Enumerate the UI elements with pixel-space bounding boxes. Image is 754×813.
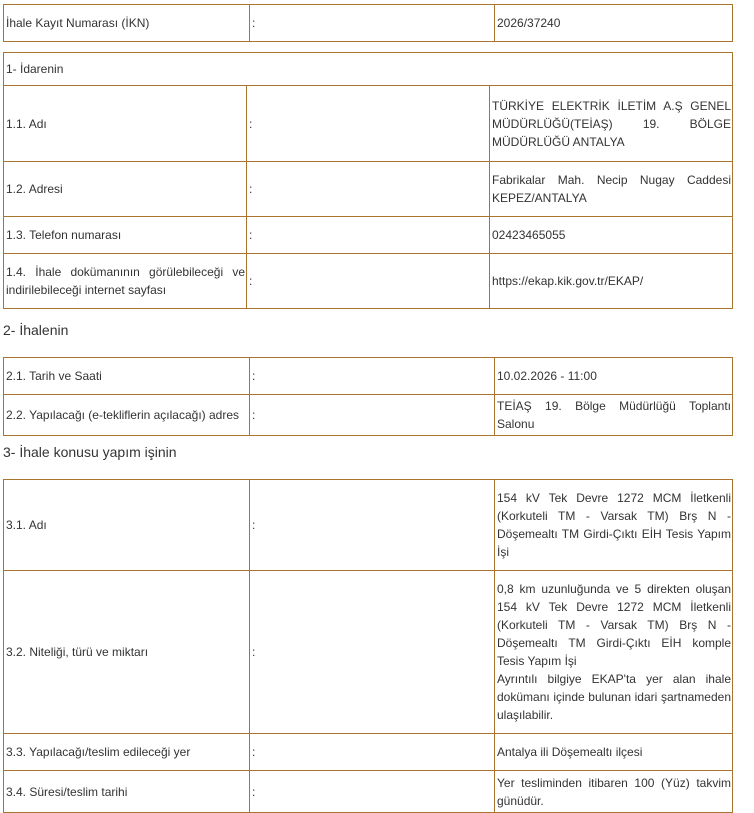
idare-name-separator: : <box>247 86 490 162</box>
table-row <box>4 358 733 395</box>
table-row <box>4 217 733 254</box>
ihale-address-separator: : <box>250 395 495 436</box>
konu-table <box>3 479 733 813</box>
konu-duration-label: 3.4. Süresi/teslim tarihi <box>4 771 250 813</box>
ikn-table <box>3 4 733 42</box>
idare-website-separator: : <box>247 254 490 309</box>
ikn-row <box>4 5 733 42</box>
konu-name-separator: : <box>250 480 495 571</box>
konu-place-value: Antalya ili Döşemealtı ilçesi <box>495 734 733 771</box>
idare-address-label: 1.2. Adresi <box>4 162 247 217</box>
table-row <box>4 86 733 162</box>
table-row <box>4 254 733 309</box>
konu-heading: 3- İhale konusu yapım işinin <box>3 444 177 460</box>
idare-phone-value: 02423465055 <box>490 217 733 254</box>
table-row <box>4 162 733 217</box>
table-row <box>4 571 733 734</box>
ikn-separator: : <box>250 5 495 42</box>
ihale-address-value: TEİAŞ 19. Bölge Müdürlüğü Toplantı Salonu <box>495 395 733 436</box>
konu-duration-value: Yer tesliminden itibaren 100 (Yüz) takvim günüdür. <box>495 771 733 813</box>
konu-place-label: 3.3. Yapılacağı/teslim edileceği yer <box>4 734 250 771</box>
konu-nature-separator: : <box>250 571 495 734</box>
ikn-value: 2026/37240 <box>495 5 733 42</box>
konu-name-value: 154 kV Tek Devre 1272 MCM İletkenli (Korkuteli TM - Varsak TM) Brş N - Döşemealtı TM Girdi-Çıktı EİH Tesis Yapım İşi <box>495 480 733 571</box>
konu-duration-separator: : <box>250 771 495 813</box>
ikn-label: İhale Kayıt Numarası (İKN) <box>4 5 250 42</box>
konu-nature-value: 0,8 km uzunluğunda ve 5 direkten oluşan 154 kV Tek Devre 1272 MCM İletkenli (Korkuteli TM - Varsak TM) Brş N - Döşemealtı TM Girdi-Çıktı EİH komple Tesis Yapım İşi <box>497 582 731 668</box>
idare-heading-row <box>4 53 733 86</box>
ihale-date-separator: : <box>250 358 495 395</box>
ihale-address-label: 2.2. Yapılacağı (e-tekliflerin açılacağı) adres <box>4 395 250 436</box>
ihale-heading: 2- İhalenin <box>3 322 69 338</box>
idare-address-value: Fabrikalar Mah. Necip Nugay Caddesi KEPEZ/ANTALYA <box>490 162 733 217</box>
idare-heading: 1- İdarenin <box>4 53 733 86</box>
idare-website-value: https://ekap.kik.gov.tr/EKAP/ <box>490 254 733 309</box>
idare-phone-separator: : <box>247 217 490 254</box>
konu-nature-detail: Ayrıntılı bilgiye EKAP'ta yer alan ihale dokümanı içinde bulunan idari şartnameden ulaşılabilir. <box>497 672 731 722</box>
konu-name-label: 3.1. Adı <box>4 480 250 571</box>
table-row <box>4 395 733 436</box>
idare-name-value: TÜRKİYE ELEKTRİK İLETİM A.Ş GENEL MÜDÜRLÜĞÜ(TEİAŞ) 19. BÖLGE MÜDÜRLÜĞÜ ANTALYA <box>490 86 733 162</box>
table-row <box>4 480 733 571</box>
table-row <box>4 771 733 813</box>
idare-name-label: 1.1. Adı <box>4 86 247 162</box>
idare-phone-label: 1.3. Telefon numarası <box>4 217 247 254</box>
ihale-date-label: 2.1. Tarih ve Saati <box>4 358 250 395</box>
konu-nature-cell <box>495 571 733 734</box>
idare-website-label: 1.4. İhale dokümanının görülebileceği ve indirilebileceği internet sayfası <box>4 254 247 309</box>
table-row <box>4 734 733 771</box>
konu-nature-label: 3.2. Niteliği, türü ve miktarı <box>4 571 250 734</box>
idare-table <box>3 52 733 309</box>
idare-address-separator: : <box>247 162 490 217</box>
ihale-date-value: 10.02.2026 - 11:00 <box>495 358 733 395</box>
ihale-table <box>3 357 733 436</box>
konu-place-separator: : <box>250 734 495 771</box>
